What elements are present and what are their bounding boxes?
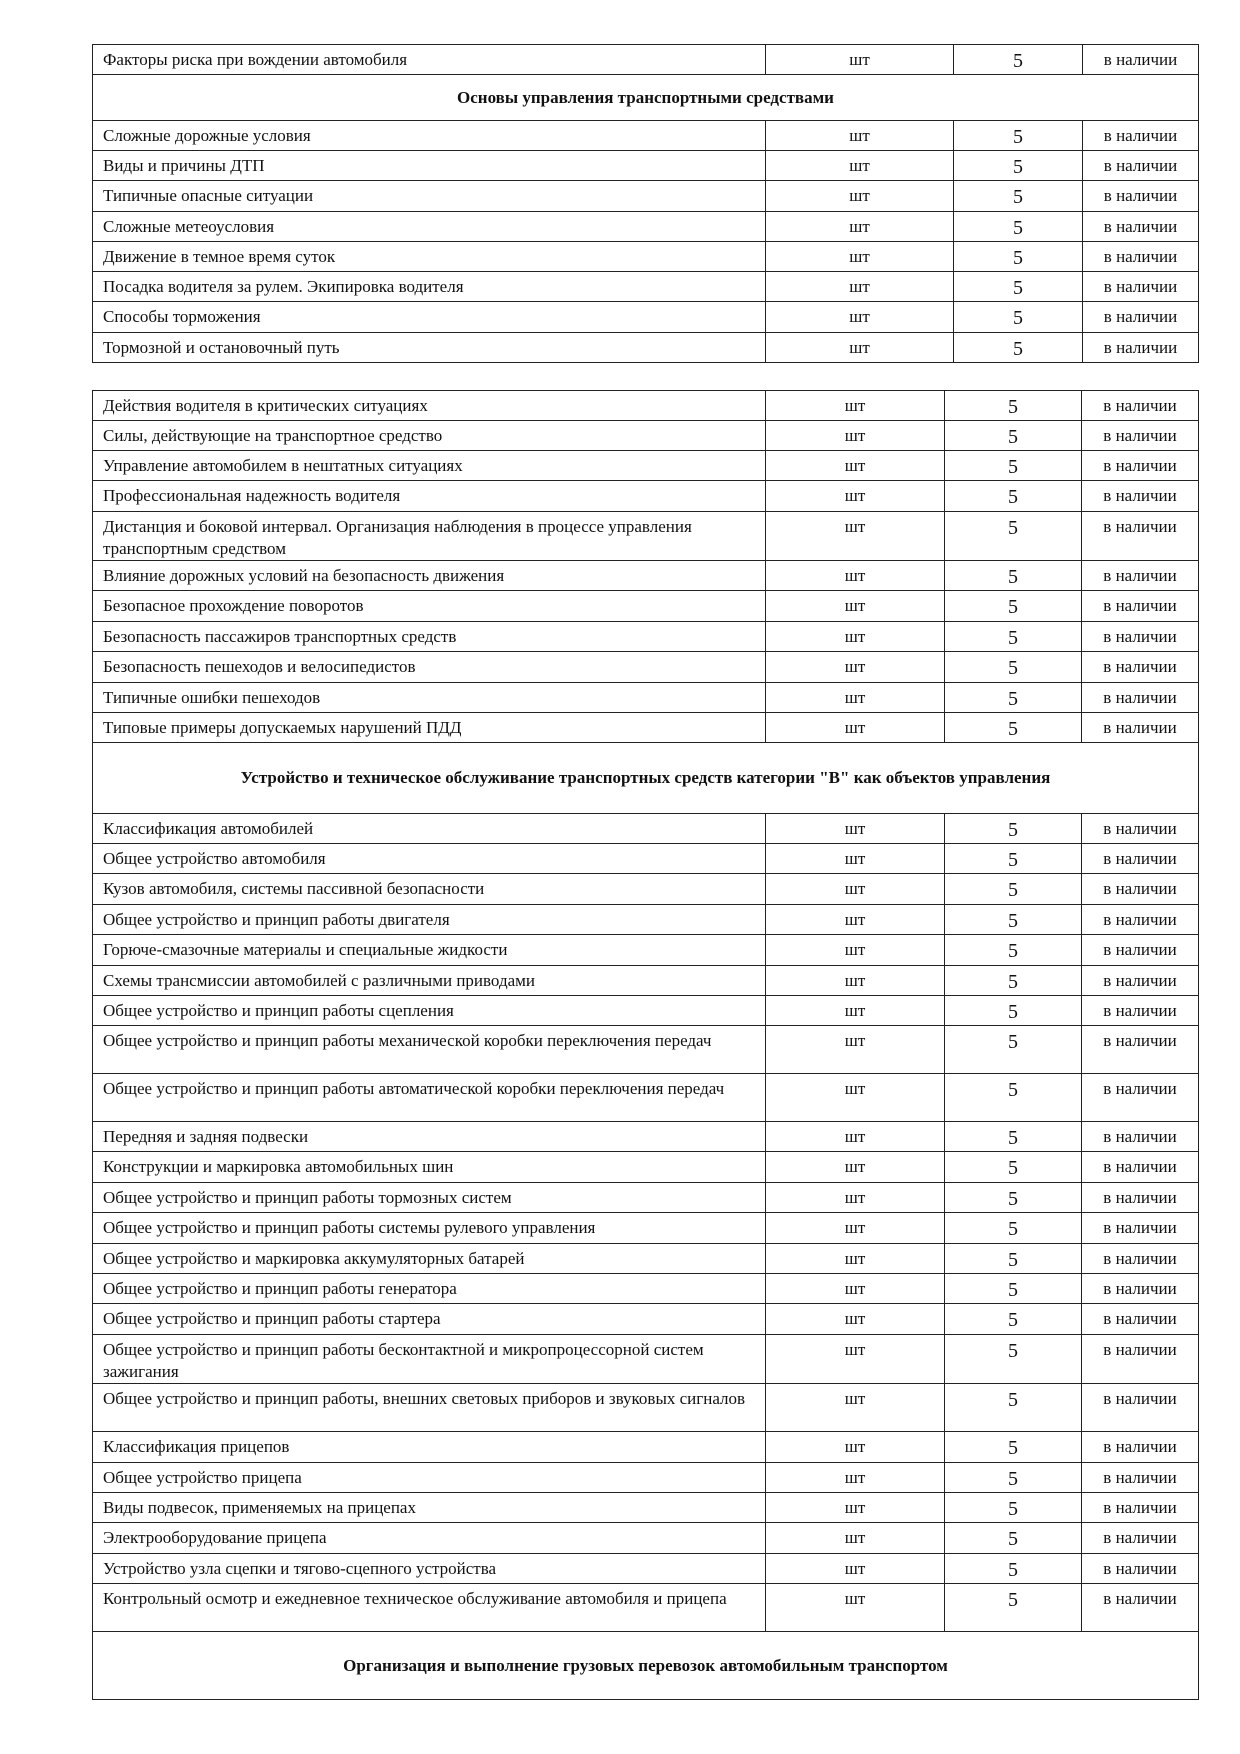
item-unit: шт — [766, 512, 945, 561]
item-unit: шт — [766, 814, 945, 844]
item-quantity: 5 — [945, 1183, 1082, 1213]
item-availability: в наличии — [1082, 391, 1199, 421]
table-row — [93, 591, 1199, 622]
item-name: Движение в темное время суток — [93, 242, 766, 272]
item-unit: шт — [766, 713, 945, 743]
item-unit: шт — [766, 1122, 945, 1152]
item-name: Общее устройство и принцип работы двигателя — [93, 905, 766, 935]
inventory-table-2 — [92, 390, 1199, 1700]
item-quantity: 5 — [945, 451, 1082, 481]
item-quantity: 5 — [945, 481, 1082, 512]
item-name: Кузов автомобиля, системы пассивной безопасности — [93, 874, 766, 905]
table-row — [93, 652, 1199, 683]
item-name: Общее устройство и принцип работы, внешних световых приборов и звуковых сигналов — [93, 1384, 766, 1432]
table-row — [93, 814, 1199, 844]
table-row — [93, 333, 1199, 363]
table-row — [93, 1274, 1199, 1304]
item-quantity: 5 — [945, 905, 1082, 935]
item-availability: в наличии — [1083, 212, 1199, 242]
table-row — [93, 1584, 1199, 1632]
item-name: Конструкции и маркировка автомобильных шин — [93, 1152, 766, 1183]
table-row — [93, 451, 1199, 481]
item-quantity: 5 — [945, 1432, 1082, 1463]
item-availability: в наличии — [1082, 966, 1199, 996]
item-unit: шт — [766, 1335, 945, 1384]
item-availability: в наличии — [1082, 874, 1199, 905]
item-unit: шт — [766, 1584, 945, 1632]
item-unit: шт — [766, 451, 945, 481]
item-availability: в наличии — [1082, 905, 1199, 935]
section-header-row — [93, 1632, 1199, 1700]
item-availability: в наличии — [1082, 1432, 1199, 1463]
item-unit: шт — [766, 1183, 945, 1213]
item-name: Классификация прицепов — [93, 1432, 766, 1463]
item-quantity: 5 — [945, 512, 1082, 561]
item-name: Безопасность пассажиров транспортных средств — [93, 622, 766, 652]
section-title: Основы управления транспортными средствами — [93, 75, 1199, 121]
section-header-row — [93, 743, 1199, 814]
item-quantity: 5 — [945, 652, 1082, 683]
item-name: Сложные метеоусловия — [93, 212, 766, 242]
item-quantity: 5 — [945, 561, 1082, 591]
item-name: Способы торможения — [93, 302, 766, 333]
item-name: Управление автомобилем в нештатных ситуациях — [93, 451, 766, 481]
item-quantity: 5 — [945, 1523, 1082, 1554]
item-availability: в наличии — [1083, 181, 1199, 212]
section-title: Устройство и техническое обслуживание транспортных средств категории "B" как объектов управления — [93, 743, 1199, 814]
table-row — [93, 1026, 1199, 1074]
item-quantity: 5 — [945, 1335, 1082, 1384]
item-unit: шт — [766, 1304, 945, 1335]
item-quantity: 5 — [945, 1463, 1082, 1493]
item-name: Общее устройство и принцип работы тормозных систем — [93, 1183, 766, 1213]
table-row — [93, 1304, 1199, 1335]
item-unit: шт — [766, 966, 945, 996]
item-name: Виды и причины ДТП — [93, 151, 766, 181]
item-availability: в наличии — [1082, 1183, 1199, 1213]
item-name: Общее устройство автомобиля — [93, 844, 766, 874]
item-name: Электрооборудование прицепа — [93, 1523, 766, 1554]
item-availability: в наличии — [1082, 1523, 1199, 1554]
item-name: Общее устройство и принцип работы стартера — [93, 1304, 766, 1335]
item-availability: в наличии — [1082, 1122, 1199, 1152]
table-row — [93, 683, 1199, 713]
item-availability: в наличии — [1082, 1335, 1199, 1384]
item-unit: шт — [766, 421, 945, 451]
item-quantity: 5 — [945, 683, 1082, 713]
item-quantity: 5 — [945, 1026, 1082, 1074]
section-title: Организация и выполнение грузовых перевозок автомобильным транспортом — [93, 1632, 1199, 1700]
table-row — [93, 874, 1199, 905]
item-unit: шт — [766, 333, 954, 363]
item-unit: шт — [766, 1463, 945, 1493]
item-quantity: 5 — [945, 814, 1082, 844]
item-availability: в наличии — [1082, 683, 1199, 713]
table-row — [93, 996, 1199, 1026]
item-unit: шт — [766, 1432, 945, 1463]
item-unit: шт — [766, 591, 945, 622]
item-unit: шт — [766, 1384, 945, 1432]
item-availability: в наличии — [1082, 652, 1199, 683]
item-name: Контрольный осмотр и ежедневное техническое обслуживание автомобиля и прицепа — [93, 1584, 766, 1632]
item-name: Общее устройство и принцип работы сцепления — [93, 996, 766, 1026]
item-quantity: 5 — [954, 181, 1083, 212]
item-unit: шт — [766, 1523, 945, 1554]
table-row — [93, 966, 1199, 996]
item-name: Сложные дорожные условия — [93, 121, 766, 151]
table-row — [93, 1335, 1199, 1384]
item-availability: в наличии — [1082, 996, 1199, 1026]
item-name: Посадка водителя за рулем. Экипировка водителя — [93, 272, 766, 302]
item-unit: шт — [766, 45, 954, 75]
table-row — [93, 391, 1199, 421]
item-availability: в наличии — [1083, 45, 1199, 75]
item-quantity: 5 — [954, 242, 1083, 272]
item-unit: шт — [766, 935, 945, 966]
item-unit: шт — [766, 996, 945, 1026]
item-quantity: 5 — [945, 1244, 1082, 1274]
item-unit: шт — [766, 1493, 945, 1523]
item-quantity: 5 — [954, 212, 1083, 242]
item-unit: шт — [766, 391, 945, 421]
item-quantity: 5 — [945, 1493, 1082, 1523]
item-unit: шт — [766, 1074, 945, 1122]
table-row — [93, 272, 1199, 302]
item-unit: шт — [766, 652, 945, 683]
item-name: Общее устройство и принцип работы бесконтактной и микропроцессорной систем зажигания — [93, 1335, 766, 1384]
item-unit: шт — [766, 844, 945, 874]
item-quantity: 5 — [945, 966, 1082, 996]
item-name: Общее устройство и принцип работы автоматической коробки переключения передач — [93, 1074, 766, 1122]
item-availability: в наличии — [1083, 151, 1199, 181]
item-quantity: 5 — [945, 935, 1082, 966]
item-availability: в наличии — [1082, 622, 1199, 652]
item-availability: в наличии — [1082, 1463, 1199, 1493]
item-quantity: 5 — [945, 1152, 1082, 1183]
item-availability: в наличии — [1083, 121, 1199, 151]
item-unit: шт — [766, 481, 945, 512]
item-name: Действия водителя в критических ситуациях — [93, 391, 766, 421]
item-unit: шт — [766, 151, 954, 181]
item-availability: в наличии — [1082, 1152, 1199, 1183]
item-quantity: 5 — [945, 591, 1082, 622]
item-name: Тормозной и остановочный путь — [93, 333, 766, 363]
table-row — [93, 212, 1199, 242]
item-unit: шт — [766, 181, 954, 212]
section-header-row — [93, 75, 1199, 121]
item-availability: в наличии — [1082, 1026, 1199, 1074]
item-availability: в наличии — [1082, 1554, 1199, 1584]
item-availability: в наличии — [1083, 302, 1199, 333]
table-row — [93, 1074, 1199, 1122]
item-availability: в наличии — [1082, 451, 1199, 481]
item-name: Устройство узла сцепки и тягово-сцепного устройства — [93, 1554, 766, 1584]
table-row — [93, 1152, 1199, 1183]
item-quantity: 5 — [954, 45, 1083, 75]
item-quantity: 5 — [945, 391, 1082, 421]
table-row — [93, 622, 1199, 652]
item-unit: шт — [766, 1274, 945, 1304]
item-quantity: 5 — [954, 121, 1083, 151]
item-unit: шт — [766, 272, 954, 302]
table-row — [93, 1554, 1199, 1584]
item-name: Влияние дорожных условий на безопасность движения — [93, 561, 766, 591]
item-unit: шт — [766, 1026, 945, 1074]
item-name: Типовые примеры допускаемых нарушений ПДД — [93, 713, 766, 743]
item-quantity: 5 — [945, 1584, 1082, 1632]
table-row — [93, 713, 1199, 743]
item-quantity: 5 — [945, 996, 1082, 1026]
item-availability: в наличии — [1083, 242, 1199, 272]
item-availability: в наличии — [1082, 844, 1199, 874]
item-unit: шт — [766, 212, 954, 242]
item-unit: шт — [766, 302, 954, 333]
table-row — [93, 935, 1199, 966]
item-unit: шт — [766, 683, 945, 713]
item-quantity: 5 — [945, 1554, 1082, 1584]
item-name: Классификация автомобилей — [93, 814, 766, 844]
item-availability: в наличии — [1082, 814, 1199, 844]
item-availability: в наличии — [1082, 561, 1199, 591]
item-quantity: 5 — [954, 272, 1083, 302]
table-row — [93, 242, 1199, 272]
item-name: Виды подвесок, применяемых на прицепах — [93, 1493, 766, 1523]
item-name: Профессиональная надежность водителя — [93, 481, 766, 512]
table-row — [93, 302, 1199, 333]
item-availability: в наличии — [1082, 1074, 1199, 1122]
item-name: Типичные опасные ситуации — [93, 181, 766, 212]
item-quantity: 5 — [945, 1122, 1082, 1152]
item-quantity: 5 — [945, 1074, 1082, 1122]
item-name: Типичные ошибки пешеходов — [93, 683, 766, 713]
item-quantity: 5 — [945, 421, 1082, 451]
item-unit: шт — [766, 561, 945, 591]
table-row — [93, 1244, 1199, 1274]
item-name: Передняя и задняя подвески — [93, 1122, 766, 1152]
item-unit: шт — [766, 1554, 945, 1584]
table-body — [93, 391, 1199, 1700]
item-availability: в наличии — [1082, 1213, 1199, 1244]
table-row — [93, 844, 1199, 874]
item-quantity: 5 — [945, 1213, 1082, 1244]
item-availability: в наличии — [1082, 512, 1199, 561]
table-row — [93, 512, 1199, 561]
table-row — [93, 1523, 1199, 1554]
item-name: Горюче-смазочные материалы и специальные жидкости — [93, 935, 766, 966]
item-unit: шт — [766, 121, 954, 151]
table-body — [93, 45, 1199, 363]
table-row — [93, 1122, 1199, 1152]
item-availability: в наличии — [1082, 1584, 1199, 1632]
item-quantity: 5 — [954, 151, 1083, 181]
item-quantity: 5 — [945, 622, 1082, 652]
item-availability: в наличии — [1082, 713, 1199, 743]
table-row — [93, 481, 1199, 512]
item-quantity: 5 — [954, 333, 1083, 363]
item-name: Схемы трансмиссии автомобилей с различными приводами — [93, 966, 766, 996]
item-quantity: 5 — [945, 1274, 1082, 1304]
item-name: Дистанция и боковой интервал. Организация наблюдения в процессе управления транспортным средством — [93, 512, 766, 561]
item-availability: в наличии — [1082, 421, 1199, 451]
item-quantity: 5 — [945, 713, 1082, 743]
item-availability: в наличии — [1083, 272, 1199, 302]
item-quantity: 5 — [945, 1304, 1082, 1335]
item-availability: в наличии — [1082, 591, 1199, 622]
item-availability: в наличии — [1083, 333, 1199, 363]
item-unit: шт — [766, 874, 945, 905]
table-row — [93, 421, 1199, 451]
item-unit: шт — [766, 242, 954, 272]
item-unit: шт — [766, 905, 945, 935]
item-unit: шт — [766, 1244, 945, 1274]
item-availability: в наличии — [1082, 935, 1199, 966]
item-availability: в наличии — [1082, 1244, 1199, 1274]
table-row — [93, 1463, 1199, 1493]
item-name: Общее устройство и принцип работы механической коробки переключения передач — [93, 1026, 766, 1074]
table-row — [93, 121, 1199, 151]
item-name: Общее устройство и маркировка аккумуляторных батарей — [93, 1244, 766, 1274]
table-row — [93, 1213, 1199, 1244]
table-row — [93, 905, 1199, 935]
item-unit: шт — [766, 1213, 945, 1244]
table-row — [93, 1493, 1199, 1523]
item-quantity: 5 — [945, 1384, 1082, 1432]
item-quantity: 5 — [954, 302, 1083, 333]
table-row — [93, 561, 1199, 591]
item-quantity: 5 — [945, 844, 1082, 874]
item-name: Общее устройство прицепа — [93, 1463, 766, 1493]
item-availability: в наличии — [1082, 1384, 1199, 1432]
table-row — [93, 45, 1199, 75]
item-quantity: 5 — [945, 874, 1082, 905]
table-row — [93, 1384, 1199, 1432]
item-unit: шт — [766, 622, 945, 652]
table-row — [93, 1432, 1199, 1463]
item-availability: в наличии — [1082, 481, 1199, 512]
table-row — [93, 181, 1199, 212]
item-name: Безопасное прохождение поворотов — [93, 591, 766, 622]
table-row — [93, 1183, 1199, 1213]
table-row — [93, 151, 1199, 181]
item-name: Общее устройство и принцип работы системы рулевого управления — [93, 1213, 766, 1244]
item-availability: в наличии — [1082, 1274, 1199, 1304]
item-name: Силы, действующие на транспортное средство — [93, 421, 766, 451]
item-unit: шт — [766, 1152, 945, 1183]
item-name: Безопасность пешеходов и велосипедистов — [93, 652, 766, 683]
item-availability: в наличии — [1082, 1493, 1199, 1523]
inventory-table-1 — [92, 44, 1199, 363]
item-availability: в наличии — [1082, 1304, 1199, 1335]
item-name: Факторы риска при вождении автомобиля — [93, 45, 766, 75]
item-name: Общее устройство и принцип работы генератора — [93, 1274, 766, 1304]
